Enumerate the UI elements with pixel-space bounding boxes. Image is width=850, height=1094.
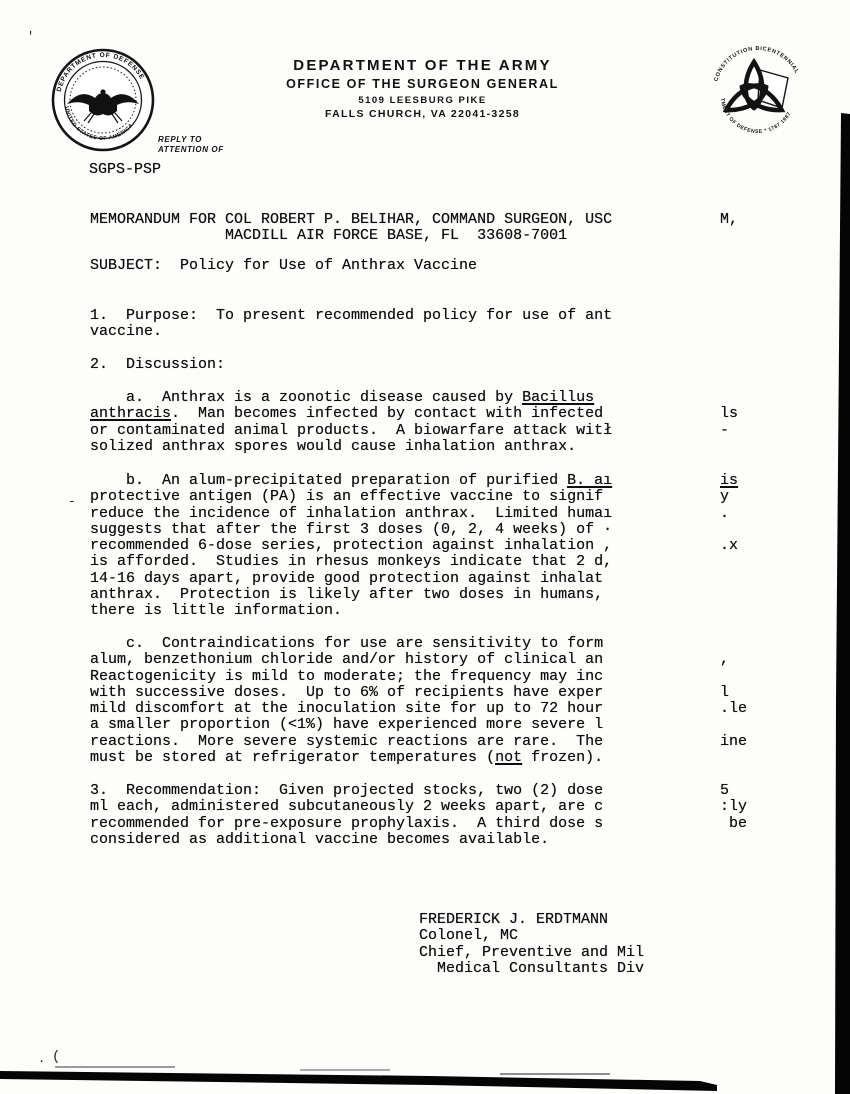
memo-line: anthracis. Man becomes infected by contact with infected ls	[90, 405, 739, 423]
memo-line: reactions. More severe systemic reactions are rare. The ine	[90, 732, 748, 750]
bicentennial-logo	[710, 40, 806, 142]
office-title: OFFICE OF THE SURGEON GENERAL	[286, 77, 559, 91]
memo-line: with successive doses. Up to 6% of recipients have exper l	[90, 683, 730, 701]
clipped-text-fragment: ls	[720, 405, 739, 423]
signature-block	[419, 912, 644, 977]
para-3-recommendation	[90, 782, 748, 848]
para-2a	[90, 389, 739, 455]
reply-to-line1: REPLY TO	[158, 135, 202, 144]
clipped-text-fragment: .x	[720, 537, 739, 555]
memo-line: suggests that after the first 3 doses (0, 2, 4 weeks) of ·	[90, 520, 613, 538]
clipped-text-fragment: :ly	[720, 798, 748, 816]
clipped-text-fragment: ,	[720, 651, 730, 669]
clipped-text-fragment: .le	[720, 700, 748, 718]
memo-line: c. Contraindications for use are sensitivity to form	[90, 635, 604, 652]
clipped-text-fragment: 5	[720, 782, 730, 799]
city-state-zip: FALLS CHURCH, VA 22041-3258	[325, 108, 520, 120]
memo-line: ml each, administered subcutaneously 2 weeks apart, are c :ly	[90, 798, 748, 816]
memo-line: recommended for pre-exposure prophylaxis. A third dose s be	[90, 814, 748, 832]
bottom-bar-speckle	[300, 1069, 390, 1071]
street-address: 5109 LEESBURG PIKE	[358, 95, 487, 106]
office-symbol	[89, 162, 161, 178]
memo-line: MEMORANDUM FOR COL ROBERT P. BELIHAR, COMMAND SURGEON, USC M,	[90, 211, 739, 228]
memo-line: considered as additional vaccine becomes available.	[90, 830, 550, 848]
seal-top-text: DEPARTMENT OF DEFENSE	[55, 51, 146, 93]
memo-line: SUBJECT: Policy for Use of Anthrax Vaccine	[90, 257, 478, 274]
bottom-bar-speckle	[500, 1073, 610, 1075]
memo-line: recommended 6-dose series, protection against inhalation , .x	[90, 537, 739, 555]
subject-block	[90, 258, 477, 274]
memo-line: or contaminated animal products. A biowarfare attack witł -	[90, 421, 730, 439]
memo-line: Medical Consultants Div	[419, 959, 645, 977]
memo-line: 3. Recommendation: Given projected stocks, two (2) dose 5	[90, 782, 730, 799]
memo-line: mild discomfort at the inoculation site for up to 72 hour .le	[90, 700, 748, 718]
clipped-text-fragment: -	[720, 421, 730, 439]
memo-line: there is little information.	[90, 602, 343, 620]
memo-line: b. An alum-precipitated preparation of purified B. aı is	[90, 472, 739, 489]
memo-line: a smaller proportion (<1%) have experienced more severe l	[90, 716, 604, 734]
department-title: DEPARTMENT OF THE ARMY	[293, 57, 552, 74]
memo-line: 2. Discussion:	[90, 356, 226, 373]
clipped-text-fragment: be	[720, 814, 748, 832]
bottom-edge-bar	[0, 1071, 717, 1091]
scan-artifact-paren: (	[52, 1049, 61, 1065]
reply-to-note	[158, 135, 224, 155]
memo-line: 1. Purpose: To present recommended policy for use of ant	[90, 307, 613, 324]
memo-line: reduce the incidence of inhalation anthrax. Limited humaı .	[90, 504, 730, 522]
clipped-text-fragment: is	[720, 472, 739, 489]
memo-line: alum, benzethonium chloride and/or history of clinical an ,	[90, 651, 730, 669]
scan-artifact-dot: .	[38, 1052, 46, 1066]
memo-line: must be stored at refrigerator temperatures (not frozen).	[90, 749, 604, 767]
memo-line: anthrax. Protection is likely after two doses in humans,	[90, 586, 604, 604]
clipped-text-fragment: M,	[720, 211, 739, 228]
memo-for-block	[90, 211, 739, 245]
para-2-discussion	[90, 357, 225, 373]
reply-to-line2: ATTENTION OF	[158, 145, 224, 154]
seal-bottom-text: UNITED STATES OF AMERICA	[63, 106, 135, 143]
scan-artifact-tick: '	[27, 30, 35, 44]
letterhead	[235, 57, 610, 120]
memo-line: is afforded. Studies in rhesus monkeys indicate that 2 d,	[90, 553, 613, 571]
memo-line: a. Anthrax is a zoonotic disease caused by Bacillus	[90, 389, 595, 406]
clipped-text-fragment: l	[720, 683, 730, 701]
para-2c	[90, 635, 748, 767]
para-1-purpose	[90, 308, 612, 341]
memo-line: FREDERICK J. ERDTMANN	[419, 911, 609, 928]
memo-line: Chief, Preventive and Mil	[419, 943, 645, 961]
memo-line: solized anthrax spores would cause inhalation anthrax.	[90, 437, 577, 455]
dod-seal	[50, 47, 156, 153]
memo-line: Colonel, MC	[419, 927, 519, 945]
memo-line: protective antigen (PA) is an effective vaccine to signif y	[90, 488, 730, 506]
para-2b	[90, 472, 739, 620]
memo-line: MACDILL AIR FORCE BASE, FL 33608-7001	[90, 227, 568, 245]
right-edge-bar	[835, 113, 850, 1094]
memo-line: SGPS-PSP	[89, 161, 162, 178]
bicentennial-arc-bottom: TMENT OF DEFENSE * 1787 1987	[719, 97, 793, 136]
bicentennial-arc-top: CONSTITUTION BICENTENNIAL	[713, 45, 800, 83]
scan-artifact-dash: -	[68, 494, 76, 509]
clipped-text-fragment: .	[720, 504, 730, 522]
memo-line: Reactogenicity is mild to moderate; the frequency may inc	[90, 667, 604, 685]
memo-line: 14-16 days apart, provide good protection against inhalat	[90, 569, 604, 587]
bottom-bar-speckle	[55, 1066, 175, 1068]
memo-line: vaccine.	[90, 323, 163, 341]
clipped-text-fragment: ine	[720, 732, 748, 750]
clipped-text-fragment: y	[720, 488, 730, 506]
